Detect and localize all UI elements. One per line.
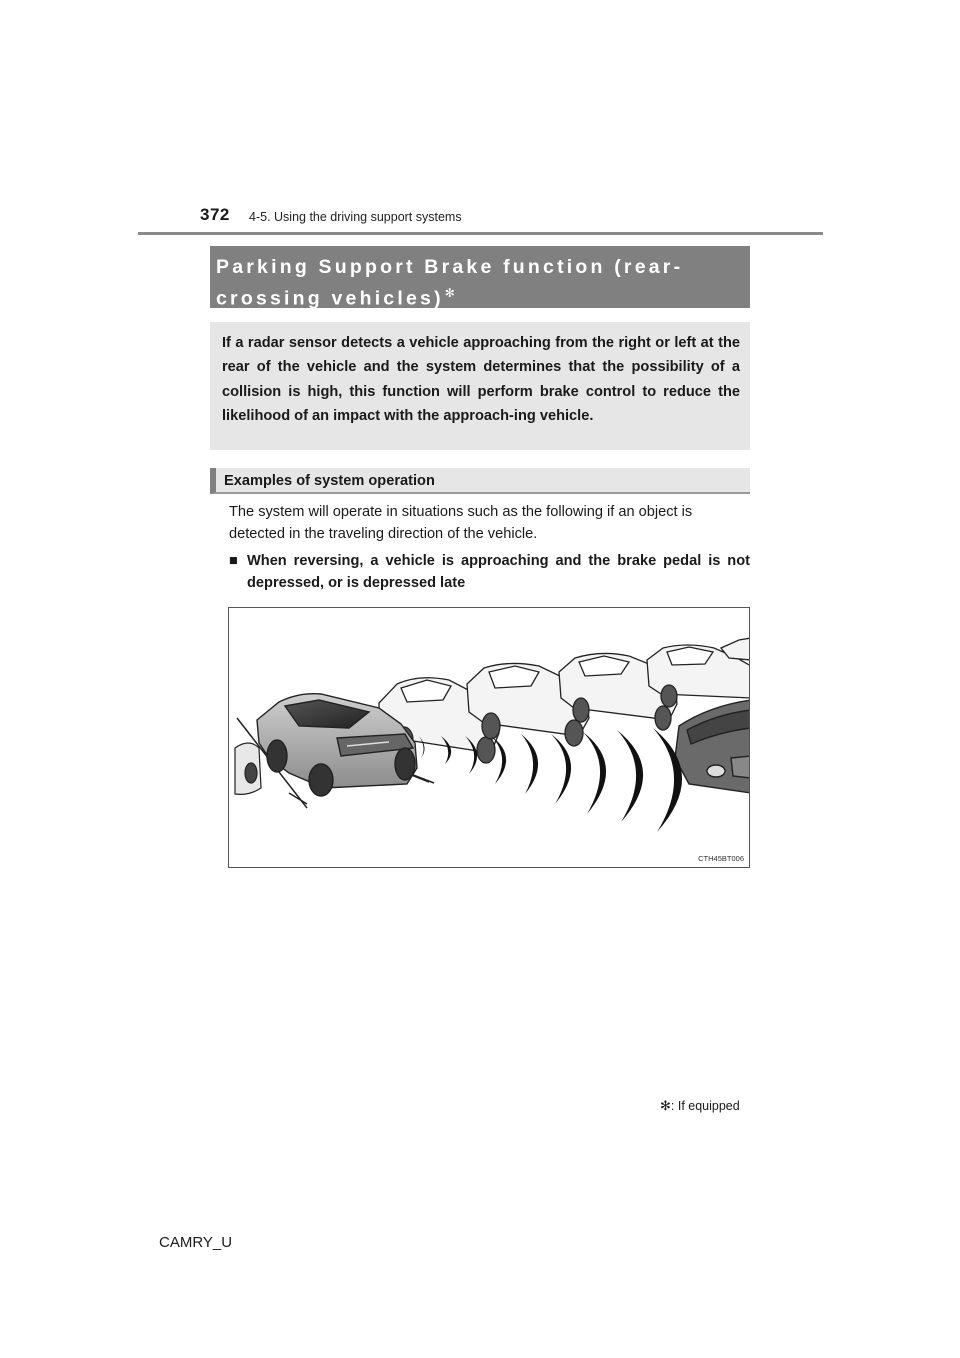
bullet-square-icon: ■ xyxy=(229,553,238,569)
bullet-item xyxy=(229,550,750,594)
figure-code: CTH45BT006 xyxy=(698,854,744,863)
if-equipped-mark: ✻ xyxy=(444,286,455,300)
asterisk-icon: ✻ xyxy=(660,1098,671,1113)
section-breadcrumb: 4-5. Using the driving support systems xyxy=(249,210,462,224)
page-title-text: Parking Support Brake function (rear-crossing vehicles) xyxy=(216,256,684,310)
subheading: Examples of system operation xyxy=(224,473,435,489)
intro-text: If a radar sensor detects a vehicle approaching from the right or left at the rear of the vehicle and the system determines that the possibility of a collision is high, this function will perform brake control to reduce the likelihood of an impact with the approach-ing vehicle. xyxy=(222,335,740,425)
page-title xyxy=(216,254,740,312)
section-title-banner xyxy=(210,246,750,308)
illustration-figure xyxy=(228,607,750,868)
intro-panel xyxy=(210,322,750,450)
footnote xyxy=(660,1098,740,1114)
footnote-text: : If equipped xyxy=(670,1099,740,1113)
header-divider xyxy=(138,232,823,235)
page-number: 372 xyxy=(200,205,230,224)
bullet-text: When reversing, a vehicle is approaching and the brake pedal is not depressed, or is depressed late xyxy=(247,553,750,591)
body-paragraph: The system will operate in situations such as the following if an object is detected in the traveling direction of the vehicle. xyxy=(229,504,693,542)
parked-cars-radar-waves-illustration xyxy=(229,608,750,868)
footer-model-code: CAMRY_U xyxy=(159,1234,233,1251)
subheading-bar xyxy=(210,468,750,494)
